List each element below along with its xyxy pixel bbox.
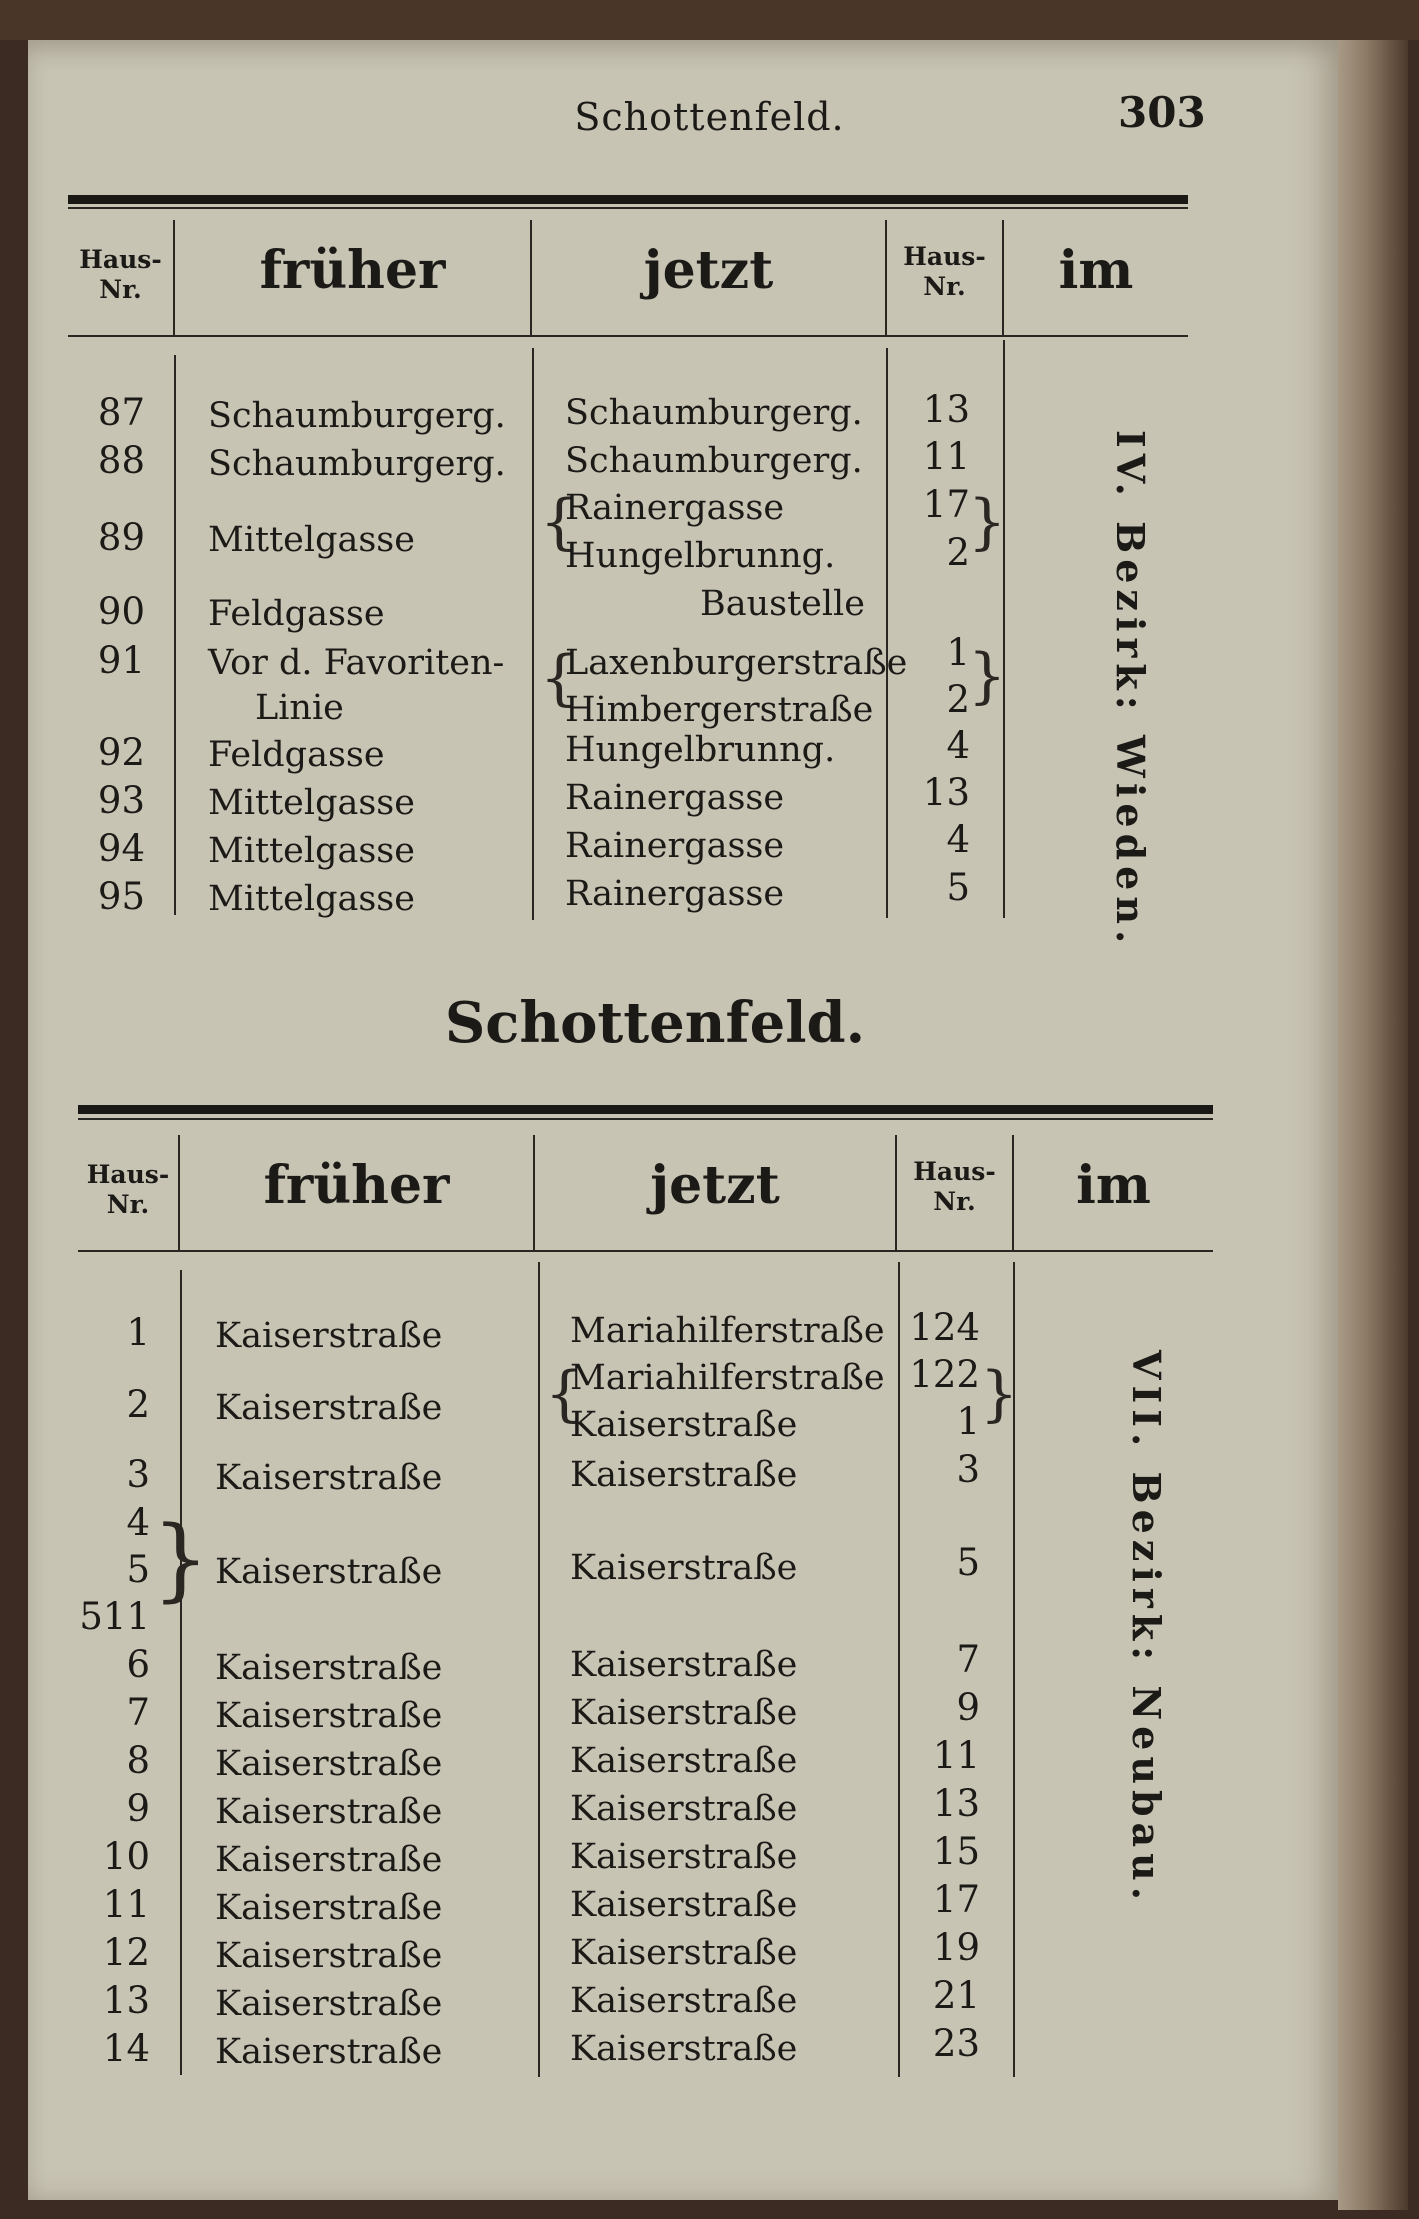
old-house-number: 10 (102, 1835, 150, 1878)
brace-right-icon: } (968, 641, 1007, 711)
new-house-number: 13 (932, 1782, 980, 1825)
col-haus-nr-new: Haus-Nr. (903, 242, 986, 301)
new-street: Schaumburgerg. (565, 441, 863, 481)
old-street: Mittelgasse (208, 831, 415, 871)
old-house-number: 6 (126, 1643, 150, 1686)
col-jetzt: jetzt (643, 240, 774, 301)
old-house-number: 2 (126, 1383, 150, 1426)
old-street: Kaiserstraße (215, 1696, 443, 1736)
new-street: Kaiserstraße (570, 1741, 798, 1781)
table-top-rule (68, 195, 1188, 204)
col-frueher: früher (263, 1155, 450, 1216)
old-house-number: 7 (126, 1691, 150, 1734)
brace-right-icon: } (980, 1359, 1019, 1429)
old-street: Kaiserstraße (215, 1316, 443, 1356)
new-house-number: 9 (956, 1686, 980, 1729)
new-street: Mariahilferstraße (570, 1311, 885, 1351)
old-street: Kaiserstraße (215, 1552, 443, 1592)
col-haus-nr-old: Haus-Nr. (79, 245, 162, 304)
old-house-number: 95 (97, 875, 145, 918)
book-top-edge (0, 0, 1419, 40)
running-title: Schottenfeld. (574, 95, 845, 139)
new-street: Kaiserstraße (570, 1548, 798, 1588)
new-street-secondary: Himbergerstraße (565, 690, 874, 730)
old-house-number: 13 (102, 1979, 150, 2022)
old-house-number: 89 (97, 516, 145, 559)
new-street: Rainergasse (565, 778, 785, 818)
new-house-number: 3 (956, 1448, 980, 1491)
column-divider (174, 355, 176, 915)
table-top-rule-thin (68, 207, 1188, 209)
old-street: Kaiserstraße (215, 1984, 443, 2024)
old-house-number: 94 (97, 827, 145, 870)
old-house-number: 11 (102, 1883, 150, 1926)
new-street: Rainergasse (565, 874, 785, 914)
column-divider (532, 348, 534, 920)
new-house-number: 15 (932, 1830, 980, 1873)
header-bottom-rule (78, 1250, 1213, 1252)
district-label: IV. Bezirk: Wieden. (1108, 430, 1153, 950)
old-street-continued: Linie (255, 688, 344, 728)
old-street: Kaiserstraße (215, 1458, 443, 1498)
old-street: Kaiserstraße (215, 2032, 443, 2072)
new-house-number: 5 (956, 1541, 980, 1584)
new-house-number: 23 (932, 2022, 980, 2065)
new-street: Schaumburgerg. (565, 393, 863, 433)
new-house-number: 13 (922, 771, 970, 814)
brace-right-icon: } (152, 1507, 210, 1612)
old-street: Mittelgasse (208, 879, 415, 919)
old-street: Feldgasse (208, 594, 385, 634)
old-street: Mittelgasse (208, 520, 415, 560)
new-street: Kaiserstraße (570, 1981, 798, 2021)
new-house-number: 4 (946, 818, 970, 861)
new-house-number: 4 (946, 724, 970, 767)
new-street: Kaiserstraße (570, 1455, 798, 1495)
col-im: im (1076, 1155, 1151, 1216)
old-street: Schaumburgerg. (208, 444, 506, 484)
old-street: Kaiserstraße (215, 1936, 443, 1976)
old-street: Schaumburgerg. (208, 396, 506, 436)
new-street: Kaiserstraße (570, 1645, 798, 1685)
old-street: Vor d. Favoriten- (208, 643, 505, 683)
col-haus-nr-new: Haus-Nr. (913, 1157, 996, 1216)
brace-left-icon: { (545, 1359, 584, 1429)
old-house-number: 3 (126, 1453, 150, 1496)
table-top-rule-thin (78, 1118, 1213, 1120)
new-house-number: 19 (932, 1926, 980, 1969)
column-divider (538, 1262, 540, 2077)
col-im: im (1058, 240, 1134, 301)
new-street: Kaiserstraße (570, 1789, 798, 1829)
new-house-number-secondary: 1 (956, 1400, 980, 1443)
new-house-number: 1 (946, 631, 970, 674)
column-divider (1003, 340, 1005, 918)
new-street: Kaiserstraße (570, 1933, 798, 1973)
old-house-number: 91 (97, 639, 145, 682)
col-haus-nr-old: Haus-Nr. (86, 1160, 170, 1219)
new-house-number: 13 (922, 388, 970, 431)
new-street: Rainergasse (565, 826, 785, 866)
header-bottom-rule (68, 335, 1188, 337)
old-street: Kaiserstraße (215, 1648, 443, 1688)
old-house-number-tertiary: 511 (79, 1595, 150, 1638)
new-house-number: 124 (909, 1306, 980, 1349)
old-street: Kaiserstraße (215, 1840, 443, 1880)
table-top-rule (78, 1105, 1213, 1114)
brace-left-icon: { (540, 487, 579, 557)
new-house-number: 11 (922, 435, 970, 478)
new-street: Baustelle (700, 584, 865, 624)
new-house-number: 17 (922, 483, 970, 526)
old-house-number: 90 (97, 590, 145, 633)
page-stack-edge (1338, 40, 1408, 2210)
new-street-secondary: Hungelbrunng. (565, 536, 836, 576)
column-divider (180, 1270, 182, 2075)
new-street: Kaiserstraße (570, 2029, 798, 2069)
old-street: Kaiserstraße (215, 1792, 443, 1832)
new-house-number: 122 (909, 1353, 980, 1396)
old-street: Kaiserstraße (215, 1388, 443, 1428)
col-jetzt: jetzt (650, 1155, 780, 1216)
old-house-number-secondary: 5 (126, 1548, 150, 1591)
old-house-number: 4 (126, 1501, 150, 1544)
brace-right-icon: } (968, 487, 1007, 557)
district-label: VII. Bezirk: Neubau. (1124, 1350, 1169, 1906)
new-street: Laxenburgerstraße (565, 643, 908, 683)
old-house-number: 1 (126, 1311, 150, 1354)
new-house-number: 5 (946, 866, 970, 909)
new-street: Mariahilferstraße (570, 1358, 885, 1398)
old-house-number: 88 (97, 439, 145, 482)
old-street: Feldgasse (208, 735, 385, 775)
col-frueher: früher (259, 240, 446, 301)
old-house-number: 87 (97, 391, 145, 434)
new-street: Hungelbrunng. (565, 730, 836, 770)
new-street: Kaiserstraße (570, 1885, 798, 1925)
new-house-number-secondary: 2 (946, 678, 970, 721)
old-house-number: 14 (102, 2027, 150, 2070)
new-house-number: 21 (932, 1974, 980, 2017)
new-house-number: 17 (932, 1878, 980, 1921)
new-street-secondary: Kaiserstraße (570, 1405, 798, 1445)
section-title: Schottenfeld. (444, 990, 866, 1056)
new-street: Kaiserstraße (570, 1693, 798, 1733)
new-house-number-secondary: 2 (946, 531, 970, 574)
old-house-number: 9 (126, 1787, 150, 1830)
old-street: Mittelgasse (208, 783, 415, 823)
old-house-number: 8 (126, 1739, 150, 1782)
new-street: Rainergasse (565, 488, 785, 528)
brace-left-icon: { (540, 643, 579, 713)
new-street: Kaiserstraße (570, 1837, 798, 1877)
page-number: 303 (1118, 88, 1206, 137)
old-street: Kaiserstraße (215, 1744, 443, 1784)
old-street: Kaiserstraße (215, 1888, 443, 1928)
column-divider (886, 348, 888, 918)
old-house-number: 12 (102, 1931, 150, 1974)
new-house-number: 11 (932, 1734, 980, 1777)
old-house-number: 93 (97, 779, 145, 822)
old-house-number: 92 (97, 731, 145, 774)
new-house-number: 7 (956, 1638, 980, 1681)
